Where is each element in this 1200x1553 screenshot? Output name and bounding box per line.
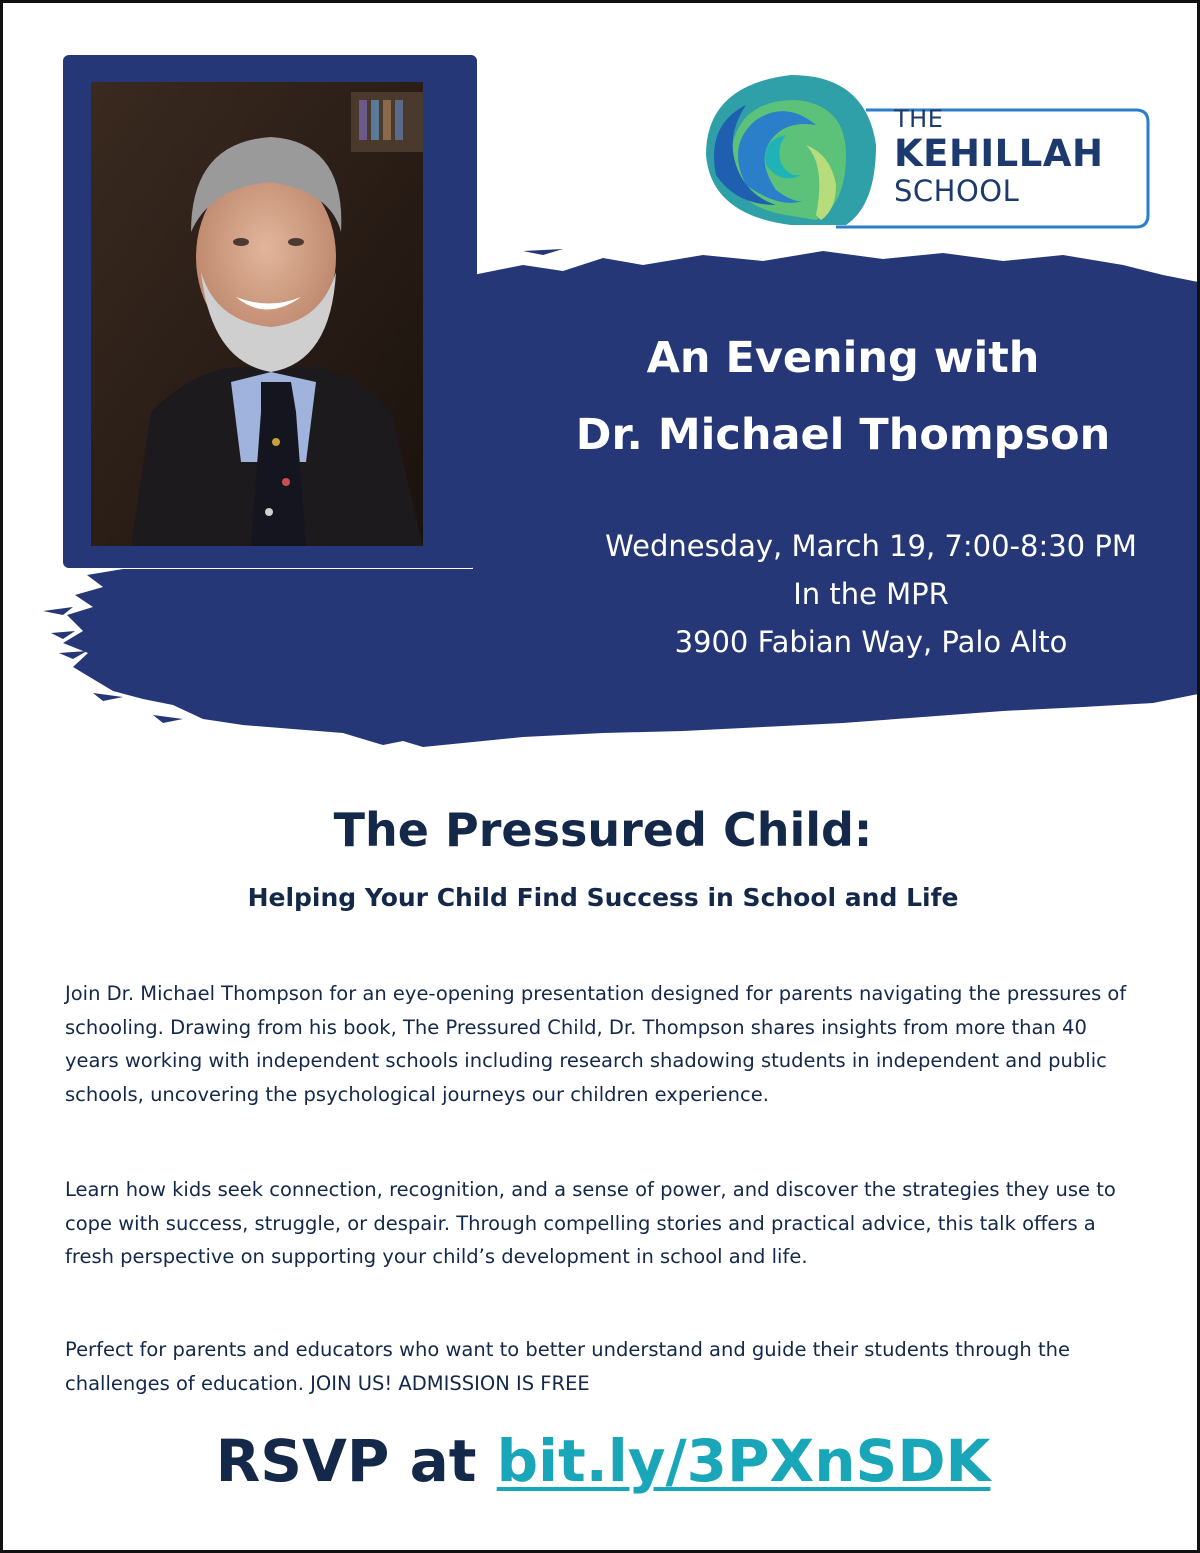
description-paragraph-3: Perfect for parents and educators who want to better understand and guide their students through the challenges of education. JOIN US! ADMISSION IS FREE: [65, 1338, 1070, 1395]
event-title-line2: Dr. Michael Thompson: [575, 410, 1111, 460]
logo-the: THE: [894, 105, 944, 133]
event-location: In the MPR: [793, 577, 949, 611]
logo-school: SCHOOL: [894, 174, 1020, 208]
event-date-time: Wednesday, March 19, 7:00-8:30 PM: [605, 529, 1137, 563]
description-paragraph-2: Learn how kids seek connection, recognition, and a sense of power, and discover the strategies they use to cope with success, struggle, or despair. Through compelling stories and practical advice, this talk offers a fresh perspective on supporting your child’s development in school and life.: [65, 1178, 1116, 1268]
description-paragraph-1: Join Dr. Michael Thompson for an eye-opening presentation designed for parents navigating the pressures of schooling. Drawing from his book, The Pressured Child, Dr. Thompson shares insights from more than 40 years working with independent schools including research shadowing students in independent and public schools, uncovering the psychological journeys our children experience.: [65, 982, 1127, 1106]
event-address: 3900 Fabian Way, Palo Alto: [674, 625, 1068, 659]
main-subheading: Helping Your Child Find Success in School and Life: [247, 883, 959, 912]
portrait-photo: [91, 82, 423, 546]
rsvp-prefix: RSVP at: [215, 1427, 497, 1495]
main-heading: The Pressured Child:: [333, 803, 873, 857]
rsvp-link[interactable]: bit.ly/3PXnSDK: [496, 1427, 991, 1495]
logo-wordmark: [894, 105, 1103, 207]
event-title-line1: An Evening with: [646, 333, 1040, 383]
rsvp-line: [3, 1427, 1200, 1495]
logo-kehillah: KEHILLAH: [894, 132, 1104, 175]
kehillah-logo: [696, 65, 1156, 235]
